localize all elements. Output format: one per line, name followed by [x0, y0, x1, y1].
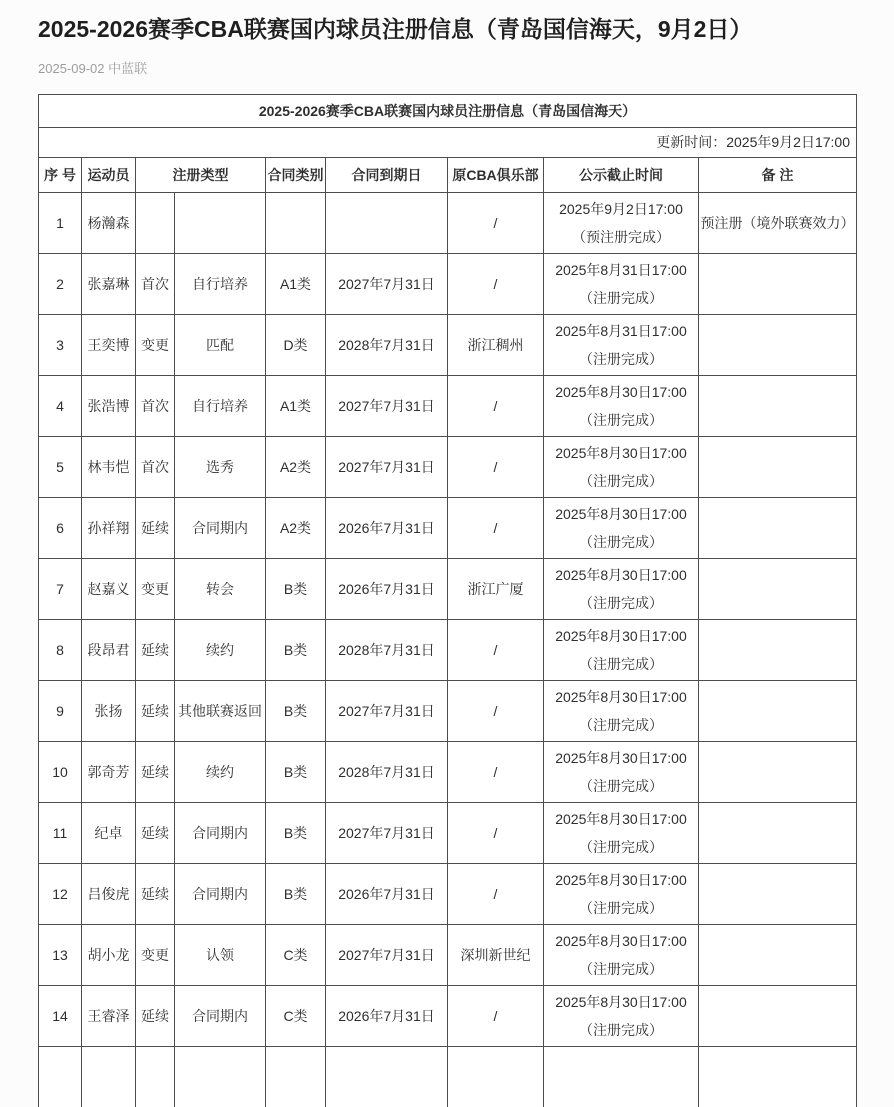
publicity-status: （注册完成） [579, 655, 663, 672]
cell-contract-expiry: 2026年7月31日 [326, 558, 448, 619]
cell-former-club: / [448, 436, 544, 497]
cell-publicity-deadline [544, 436, 699, 497]
cell-reg-type: 合同期内 [175, 497, 266, 558]
publicity-status: （预注册完成） [572, 228, 670, 245]
cell-reg-mode: 延续 [136, 619, 175, 680]
col-header-no: 序 号 [39, 157, 82, 192]
cell-former-club: 浙江稠州 [448, 314, 544, 375]
cell-contract-class: A2类 [266, 436, 326, 497]
cell-reg-type: 自行培养 [175, 375, 266, 436]
col-header-remark: 备 注 [699, 157, 857, 192]
cell-remark [699, 619, 857, 680]
cell-remark [699, 863, 857, 924]
cell-remark [699, 314, 857, 375]
cell-player-name: 王睿泽 [82, 985, 136, 1046]
table-row [39, 924, 857, 985]
cell-contract-class: C类 [266, 985, 326, 1046]
cell-contract-class: D类 [266, 314, 326, 375]
cell-remark [699, 985, 857, 1046]
cell-former-club: / [448, 802, 544, 863]
cell-former-club: / [448, 680, 544, 741]
cell-no: 1 [39, 192, 82, 253]
cell-no: 8 [39, 619, 82, 680]
cell-no: 11 [39, 802, 82, 863]
cell-remark: 预注册（境外联赛效力） [699, 192, 857, 253]
cell-contract-class: B类 [266, 741, 326, 802]
cell-former-club: 浙江广厦 [448, 558, 544, 619]
col-header-publicity-deadline: 公示截止时间 [544, 157, 699, 192]
cell-former-club: / [448, 985, 544, 1046]
cell-player-name: 孙祥翔 [82, 497, 136, 558]
cell-former-club: / [448, 863, 544, 924]
cell-contract-class: B类 [266, 680, 326, 741]
cell-reg-mode: 延续 [136, 741, 175, 802]
cell-no: 9 [39, 680, 82, 741]
cell-remark [699, 497, 857, 558]
cell-remark [699, 558, 857, 619]
table-row [39, 680, 857, 741]
cell-no: 5 [39, 436, 82, 497]
col-header-contract-class: 合同类别 [266, 157, 326, 192]
table-row [39, 558, 857, 619]
table-row [39, 741, 857, 802]
cell-reg-type: 其他联赛返回 [175, 680, 266, 741]
cell-no: 7 [39, 558, 82, 619]
cell-contract-expiry [326, 192, 448, 253]
cell-reg-type: 匹配 [175, 314, 266, 375]
cell-reg-mode: 延续 [136, 680, 175, 741]
publicity-deadline-time: 2025年8月31日17:00 [555, 322, 687, 339]
cell-no: 10 [39, 741, 82, 802]
col-header-reg-type: 注册类型 [136, 157, 266, 192]
table-row [39, 802, 857, 863]
cell-player-name: 张扬 [82, 680, 136, 741]
publicity-deadline-time: 2025年8月30日17:00 [555, 688, 687, 705]
cell-former-club: / [448, 192, 544, 253]
cell-contract-expiry: 2027年7月31日 [326, 253, 448, 314]
cell-no: 4 [39, 375, 82, 436]
cell-former-club: / [448, 741, 544, 802]
col-header-contract-expiry: 合同到期日 [326, 157, 448, 192]
cell-publicity-deadline [544, 558, 699, 619]
table-caption-row [39, 94, 857, 127]
cell-player-name: 赵嘉义 [82, 558, 136, 619]
cell-remark [699, 436, 857, 497]
cell-no: 3 [39, 314, 82, 375]
cell-player-name: 张嘉琳 [82, 253, 136, 314]
table-row [39, 863, 857, 924]
publicity-status: （注册完成） [579, 838, 663, 855]
publicity-deadline-time: 2025年8月31日17:00 [555, 261, 687, 278]
cell-player-name: 王奕博 [82, 314, 136, 375]
cell-player-name: 段昂君 [82, 619, 136, 680]
cell-reg-mode: 延续 [136, 497, 175, 558]
cell-reg-mode: 变更 [136, 558, 175, 619]
cell-reg-type [175, 192, 266, 253]
table-row [39, 619, 857, 680]
col-header-former-club: 原CBA俱乐部 [448, 157, 544, 192]
cell-publicity-deadline [544, 253, 699, 314]
publicity-deadline-time: 2025年8月30日17:00 [555, 932, 687, 949]
cell-player-name: 胡小龙 [82, 924, 136, 985]
article-meta: 2025-09-02 中蓝联 [38, 60, 148, 76]
cell-player-name: 吕俊虎 [82, 863, 136, 924]
cell-contract-expiry: 2027年7月31日 [326, 802, 448, 863]
table-row [39, 985, 857, 1046]
cell-publicity-deadline [544, 192, 699, 253]
registration-table [38, 94, 857, 1107]
publicity-deadline-time: 2025年8月30日17:00 [555, 627, 687, 644]
cell-reg-type: 认领 [175, 924, 266, 985]
cell-contract-class: A2类 [266, 497, 326, 558]
cell-former-club: / [448, 375, 544, 436]
cell-publicity-deadline [544, 924, 699, 985]
cell-reg-mode: 延续 [136, 802, 175, 863]
publicity-deadline-time: 2025年9月2日17:00 [559, 200, 683, 217]
cell-no: 13 [39, 924, 82, 985]
table-row [39, 375, 857, 436]
cell-reg-mode [136, 192, 175, 253]
cell-contract-class: A1类 [266, 375, 326, 436]
cell-former-club: / [448, 253, 544, 314]
table-header-row [39, 157, 857, 192]
table-row [39, 192, 857, 253]
publicity-status: （注册完成） [579, 594, 663, 611]
cell-contract-class: A1类 [266, 253, 326, 314]
cell-contract-expiry: 2028年7月31日 [326, 314, 448, 375]
cell-reg-type: 选秀 [175, 436, 266, 497]
cell-publicity-deadline [544, 985, 699, 1046]
publicity-deadline-time: 2025年8月30日17:00 [555, 566, 687, 583]
update-time-row [39, 127, 857, 157]
cell-contract-expiry: 2027年7月31日 [326, 680, 448, 741]
cell-contract-class: B类 [266, 619, 326, 680]
cell-reg-mode: 延续 [136, 863, 175, 924]
cell-contract-class: B类 [266, 558, 326, 619]
cell-contract-expiry: 2028年7月31日 [326, 619, 448, 680]
table-row [39, 314, 857, 375]
cell-former-club: / [448, 619, 544, 680]
table-row [39, 253, 857, 314]
cell-player-name: 纪卓 [82, 802, 136, 863]
cell-no: 6 [39, 497, 82, 558]
cell-remark [699, 802, 857, 863]
publicity-status: （注册完成） [579, 960, 663, 977]
cell-remark [699, 375, 857, 436]
cell-reg-type: 续约 [175, 741, 266, 802]
cell-remark [699, 680, 857, 741]
publicity-deadline-time: 2025年8月30日17:00 [555, 871, 687, 888]
publicity-status: （注册完成） [579, 777, 663, 794]
cell-contract-expiry: 2026年7月31日 [326, 863, 448, 924]
cell-publicity-deadline [544, 314, 699, 375]
publicity-deadline-time: 2025年8月30日17:00 [555, 444, 687, 461]
cell-contract-class: C类 [266, 924, 326, 985]
cell-reg-type: 自行培养 [175, 253, 266, 314]
cell-publicity-deadline [544, 741, 699, 802]
cell-contract-expiry: 2026年7月31日 [326, 497, 448, 558]
cell-player-name: 张浩博 [82, 375, 136, 436]
cell-reg-mode: 变更 [136, 314, 175, 375]
cell-contract-expiry: 2028年7月31日 [326, 741, 448, 802]
cell-publicity-deadline [544, 680, 699, 741]
cell-contract-expiry: 2026年7月31日 [326, 985, 448, 1046]
cell-reg-mode: 首次 [136, 375, 175, 436]
col-header-player: 运动员 [82, 157, 136, 192]
cell-reg-mode: 首次 [136, 436, 175, 497]
publicity-status: （注册完成） [579, 472, 663, 489]
cell-contract-expiry: 2027年7月31日 [326, 924, 448, 985]
publicity-status: （注册完成） [579, 1021, 663, 1038]
cell-publicity-deadline [544, 375, 699, 436]
cell-reg-mode: 延续 [136, 985, 175, 1046]
cell-reg-type: 合同期内 [175, 985, 266, 1046]
cell-contract-expiry: 2027年7月31日 [326, 436, 448, 497]
publicity-deadline-time: 2025年8月30日17:00 [555, 810, 687, 827]
cell-no: 2 [39, 253, 82, 314]
cell-no: 14 [39, 985, 82, 1046]
table-caption: 2025-2026赛季CBA联赛国内球员注册信息（青岛国信海天） [39, 94, 857, 127]
cell-reg-type: 续约 [175, 619, 266, 680]
publicity-status: （注册完成） [579, 716, 663, 733]
cell-remark [699, 741, 857, 802]
cell-publicity-deadline [544, 863, 699, 924]
publicity-status: （注册完成） [579, 350, 663, 367]
cell-reg-mode: 变更 [136, 924, 175, 985]
cell-former-club: 深圳新世纪 [448, 924, 544, 985]
cell-publicity-deadline [544, 497, 699, 558]
publicity-status: （注册完成） [579, 289, 663, 306]
cell-former-club: / [448, 497, 544, 558]
publicity-deadline-time: 2025年8月30日17:00 [555, 505, 687, 522]
cell-reg-type: 合同期内 [175, 802, 266, 863]
cell-reg-type: 转会 [175, 558, 266, 619]
table-row [39, 436, 857, 497]
table-body [39, 192, 857, 1046]
publicity-status: （注册完成） [579, 533, 663, 550]
publicity-status: （注册完成） [579, 411, 663, 428]
cell-remark [699, 253, 857, 314]
update-time: 更新时间：2025年9月2日17:00 [39, 127, 857, 157]
cell-contract-class: B类 [266, 863, 326, 924]
cell-publicity-deadline [544, 619, 699, 680]
cell-no: 12 [39, 863, 82, 924]
cell-player-name: 杨瀚森 [82, 192, 136, 253]
page-title: 2025-2026赛季CBA联赛国内球员注册信息（青岛国信海天，9月2日） [38, 16, 753, 42]
cell-reg-mode: 首次 [136, 253, 175, 314]
table-row [39, 497, 857, 558]
cell-player-name: 林韦恺 [82, 436, 136, 497]
publicity-deadline-time: 2025年8月30日17:00 [555, 749, 687, 766]
cell-reg-type: 合同期内 [175, 863, 266, 924]
cell-contract-expiry: 2027年7月31日 [326, 375, 448, 436]
cell-player-name: 郭奇芳 [82, 741, 136, 802]
table-row-partial [39, 1046, 857, 1107]
cell-contract-class: B类 [266, 802, 326, 863]
cell-contract-class [266, 192, 326, 253]
publicity-deadline-time: 2025年8月30日17:00 [555, 383, 687, 400]
publicity-deadline-time: 2025年8月30日17:00 [555, 993, 687, 1010]
publicity-status: （注册完成） [579, 899, 663, 916]
cell-publicity-deadline [544, 802, 699, 863]
cell-remark [699, 924, 857, 985]
